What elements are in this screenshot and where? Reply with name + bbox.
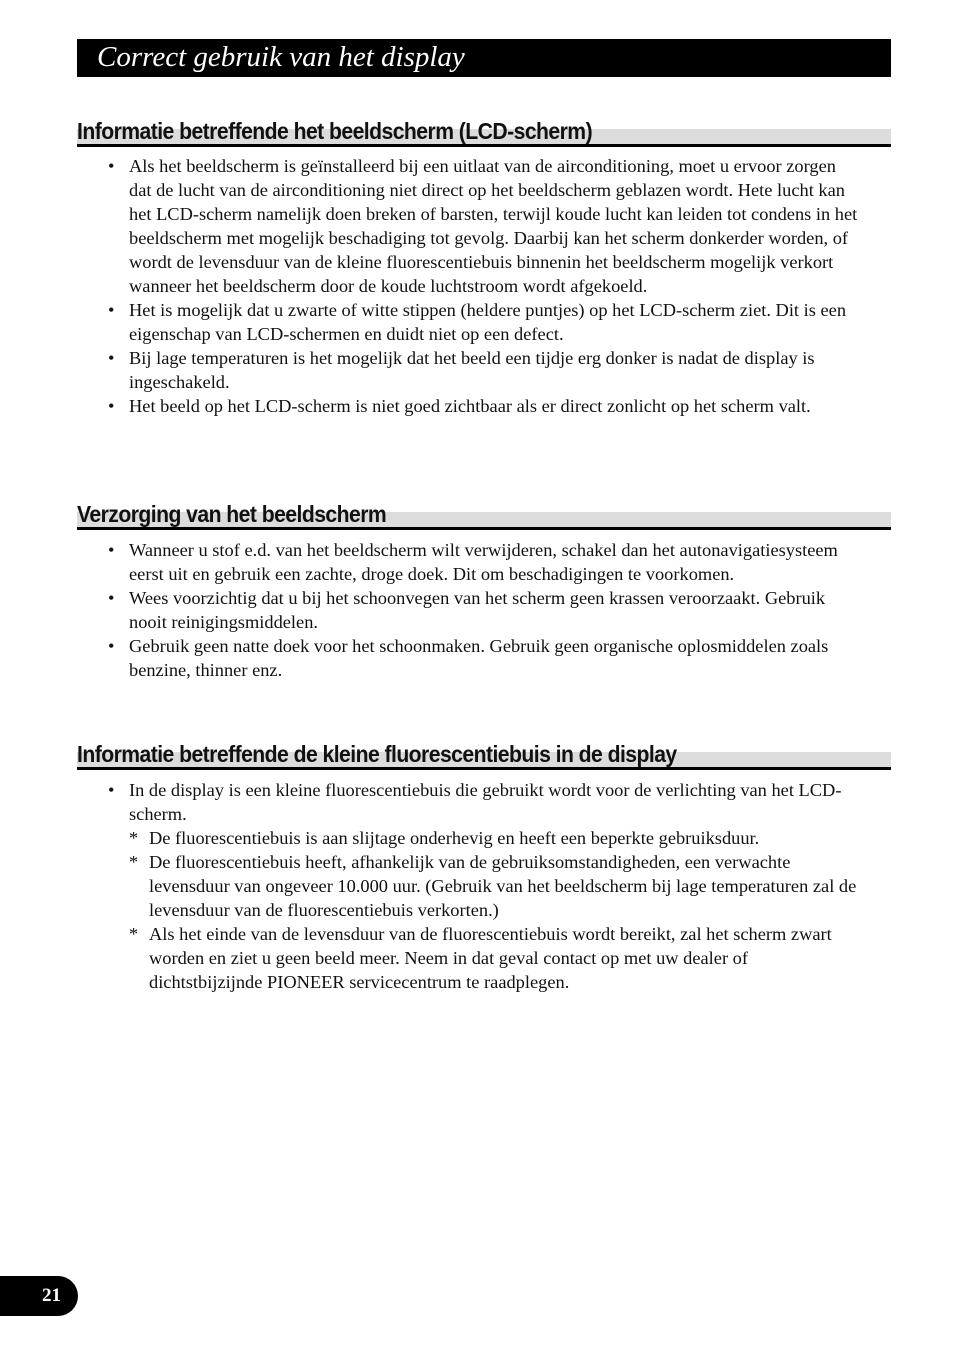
asterisk-icon: * [129, 828, 139, 848]
bullet-icon: • [108, 636, 115, 656]
bullet-list-lcd [0, 154, 859, 418]
asterisk-icon: * [129, 924, 139, 944]
list-item-text: Het beeld op het LCD-scherm is niet goed zichtbaar als er direct zonlicht op het scherm valt. [129, 396, 811, 416]
note-list [129, 826, 859, 994]
note-text: De fluorescentiebuis is aan slijtage onderhevig en heeft een beperkte gebruiksduur. [149, 828, 760, 848]
section-heading-fluorescent [77, 741, 891, 770]
list-item-text: In de display is een kleine fluorescentiebuis die gebruikt wordt voor de verlichting van het LCD-scherm. [129, 780, 842, 824]
bullet-icon: • [108, 348, 115, 368]
heading-rule [77, 527, 891, 530]
bullet-icon: • [108, 396, 115, 416]
list-item-text: Als het beeldscherm is geïnstalleerd bij een uitlaat van de airconditioning, moet u ervoor zorgen dat de lucht van de airconditioning niet direct op het beeldscherm geblazen wordt. Hete lucht kan het LCD-scherm namelijk doen breken of barsten, terwijl koude lucht kan leiden tot condens in het beeldscherm met mogelijk beschadiging tot gevolg. Daarbij kan het scherm donkerder worden, of wordt de levensduur van de kleine fluorescentiebuis binnenin het beeldscherm mogelijk verkort wanneer het beeldscherm door de koude luchtstroom wordt afgekoeld. [129, 156, 858, 296]
page-number-tab [0, 1276, 78, 1316]
list-item [0, 586, 859, 634]
bullet-icon: • [108, 780, 115, 800]
note-item [129, 922, 859, 994]
page-title: Correct gebruik van het display [97, 41, 465, 73]
list-item [0, 394, 859, 418]
bullet-icon: • [108, 156, 115, 176]
bullet-icon: • [108, 588, 115, 608]
note-text: De fluorescentiebuis heeft, afhankelijk van de gebruiksomstandigheden, een verwachte levensduur van ongeveer 10.000 uur. (Gebruik van het beeldscherm bij lage temperaturen zal de levensduur van de fluorescentiebuis verkorten.) [149, 852, 857, 920]
list-item [0, 298, 859, 346]
list-item-text: Wees voorzichtig dat u bij het schoonvegen van het scherm geen krassen veroorzaakt. Gebruik nooit reinigingsmiddelen. [129, 588, 826, 632]
asterisk-icon: * [129, 852, 139, 872]
section-title: Informatie betreffende de kleine fluorescentiebuis in de display [77, 741, 677, 767]
bullet-icon: • [108, 300, 115, 320]
note-item [129, 826, 859, 850]
page-number: 21 [42, 1285, 61, 1306]
bullet-list-fluorescent [0, 778, 859, 994]
note-item [129, 850, 859, 922]
list-item-text: Gebruik geen natte doek voor het schoonmaken. Gebruik geen organische oplosmiddelen zoals benzine, thinner enz. [129, 636, 829, 680]
list-item [0, 778, 859, 994]
page-title-bar [77, 39, 891, 77]
list-item-text: Het is mogelijk dat u zwarte of witte stippen (heldere puntjes) op het LCD-scherm ziet. Dit is een eigenschap van LCD-schermen en duidt niet op een defect. [129, 300, 847, 344]
bullet-list-care [0, 538, 859, 682]
note-text: Als het einde van de levensduur van de fluorescentiebuis wordt bereikt, zal het scherm zwart worden en ziet u geen beeld meer. Neem in dat geval contact op met uw dealer of dichtstbijzijnde PIONEER servicecentrum te raadplegen. [149, 924, 832, 992]
section-heading-lcd [77, 118, 891, 147]
bullet-icon: • [108, 540, 115, 560]
list-item [0, 538, 859, 586]
section-heading-care [77, 501, 891, 530]
list-item [0, 346, 859, 394]
heading-rule [77, 144, 891, 147]
list-item-text: Wanneer u stof e.d. van het beeldscherm wilt verwijderen, schakel dan het autonavigatiesysteem eerst uit en gebruik een zachte, droge doek. Dit om beschadigingen te voorkomen. [129, 540, 838, 584]
list-item [0, 154, 859, 298]
list-item-text: Bij lage temperaturen is het mogelijk dat het beeld een tijdje erg donker is nadat de display is ingeschakeld. [129, 348, 815, 392]
list-item [0, 634, 859, 682]
section-title: Verzorging van het beeldscherm [77, 501, 387, 527]
section-title: Informatie betreffende het beeldscherm (LCD-scherm) [77, 118, 593, 144]
heading-rule [77, 767, 891, 770]
